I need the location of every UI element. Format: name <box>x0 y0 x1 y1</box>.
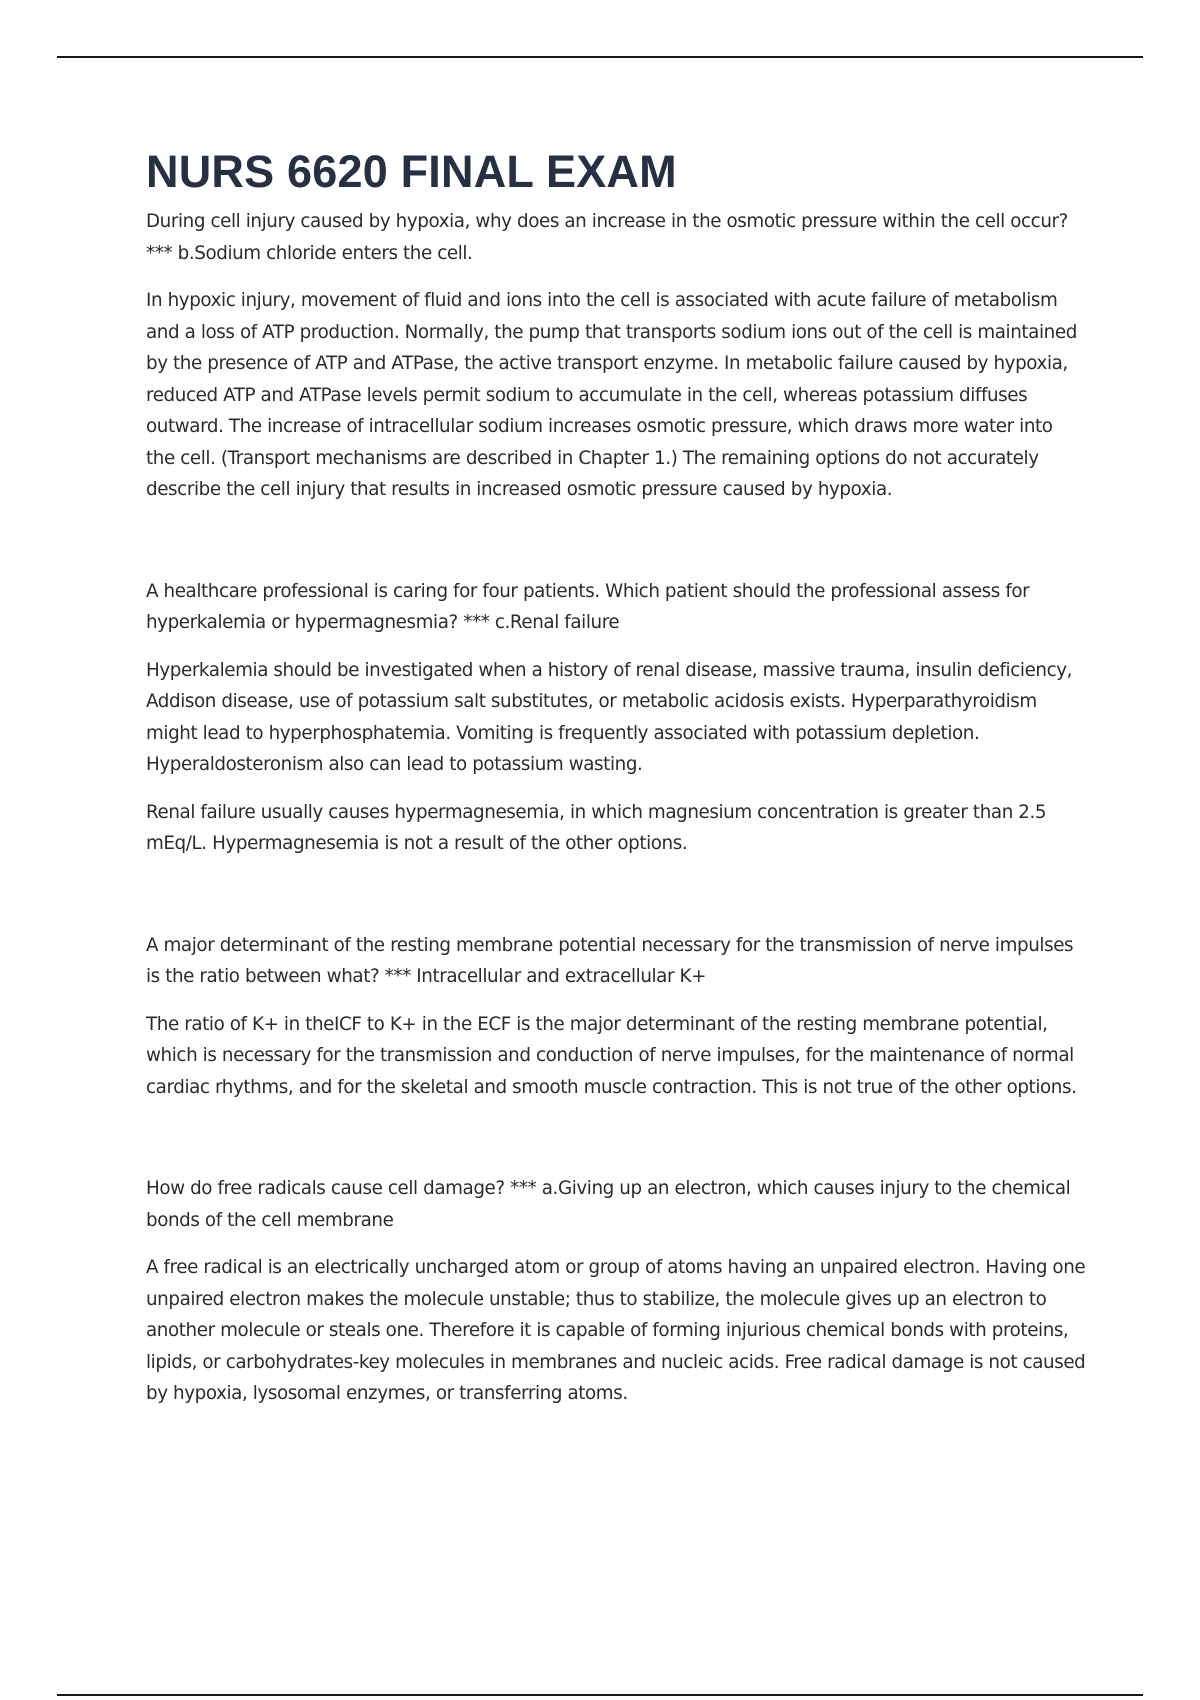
explanation-text: A free radical is an electrically uncharged atom or group of atoms having an unpaired electron. Having one unpaired electron makes the molecule unstable; thus to stabilize, the molecule gives up an electron to another molecule or steals one. Therefore it is capable of forming injurious chemical bonds with proteins, lipids, or carbohydrates-key molecules in membranes and nucleic acids. Free radical damage is not caused by hypoxia, lysosomal enzymes, or transferring atoms. <box>146 1257 1086 1404</box>
qa-section-4 <box>146 1173 1086 1410</box>
qa-section-1 <box>146 206 1086 506</box>
explanation-text: Hyperkalemia should be investigated when a history of renal disease, massive trauma, insulin deficiency, Addison disease, use of potassium salt substitutes, or metabolic acidosis exists. Hyperparathyroidism might lead to hyperphosphatemia. Vomiting is frequently associated with potassium depletion. Hyperaldosteronism also can lead to potassium wasting. <box>146 659 1073 775</box>
qa-section-3 <box>146 930 1086 1104</box>
question-text: A healthcare professional is caring for four patients. Which patient should the professional assess for hyperkalemia or hypermagnesmia? *** c.Renal failure <box>146 580 1030 633</box>
question-text: During cell injury caused by hypoxia, why does an increase in the osmotic pressure within the cell occur? *** b.Sodium chloride enters the cell. <box>146 211 1068 264</box>
document-title: NURS 6620 FINAL EXAM <box>146 146 677 197</box>
explanation-text: The ratio of K+ in theICF to K+ in the ECF is the major determinant of the resting membrane potential, which is necessary for the transmission and conduction of nerve impulses, for the maintenance of normal cardiac rhythms, and for the skeletal and smooth muscle contraction. This is not true of the other options. <box>146 1013 1077 1098</box>
document-body <box>146 146 1086 1480</box>
qa-section-2 <box>146 576 1086 860</box>
explanation-text: In hypoxic injury, movement of fluid and ions into the cell is associated with acute failure of metabolism and a loss of ATP production. Normally, the pump that transports sodium ions out of the cell is maintained by the presence of ATP and ATPase, the active transport enzyme. In metabolic failure caused by hypoxia, reduced ATP and ATPase levels permit sodium to accumulate in the cell, whereas potassium diffuses outward. The increase of intracellular sodium increases osmotic pressure, which draws more water into the cell. (Transport mechanisms are described in Chapter 1.) The remaining options do not accurately describe the cell injury that results in increased osmotic pressure caused by hypoxia. <box>146 290 1077 500</box>
footer-rule <box>57 1694 1143 1696</box>
question-text: How do free radicals cause cell damage? *** a.Giving up an electron, which causes injury to the chemical bonds of the cell membrane <box>146 1178 1071 1231</box>
question-text: A major determinant of the resting membrane potential necessary for the transmission of nerve impulses is the ratio between what? *** Intracellular and extracellular K+ <box>146 934 1074 987</box>
header-rule <box>57 56 1143 58</box>
explanation-text: Renal failure usually causes hypermagnesemia, in which magnesium concentration is greater than 2.5 mEq/L. Hypermagnesemia is not a result of the other options. <box>146 801 1047 854</box>
